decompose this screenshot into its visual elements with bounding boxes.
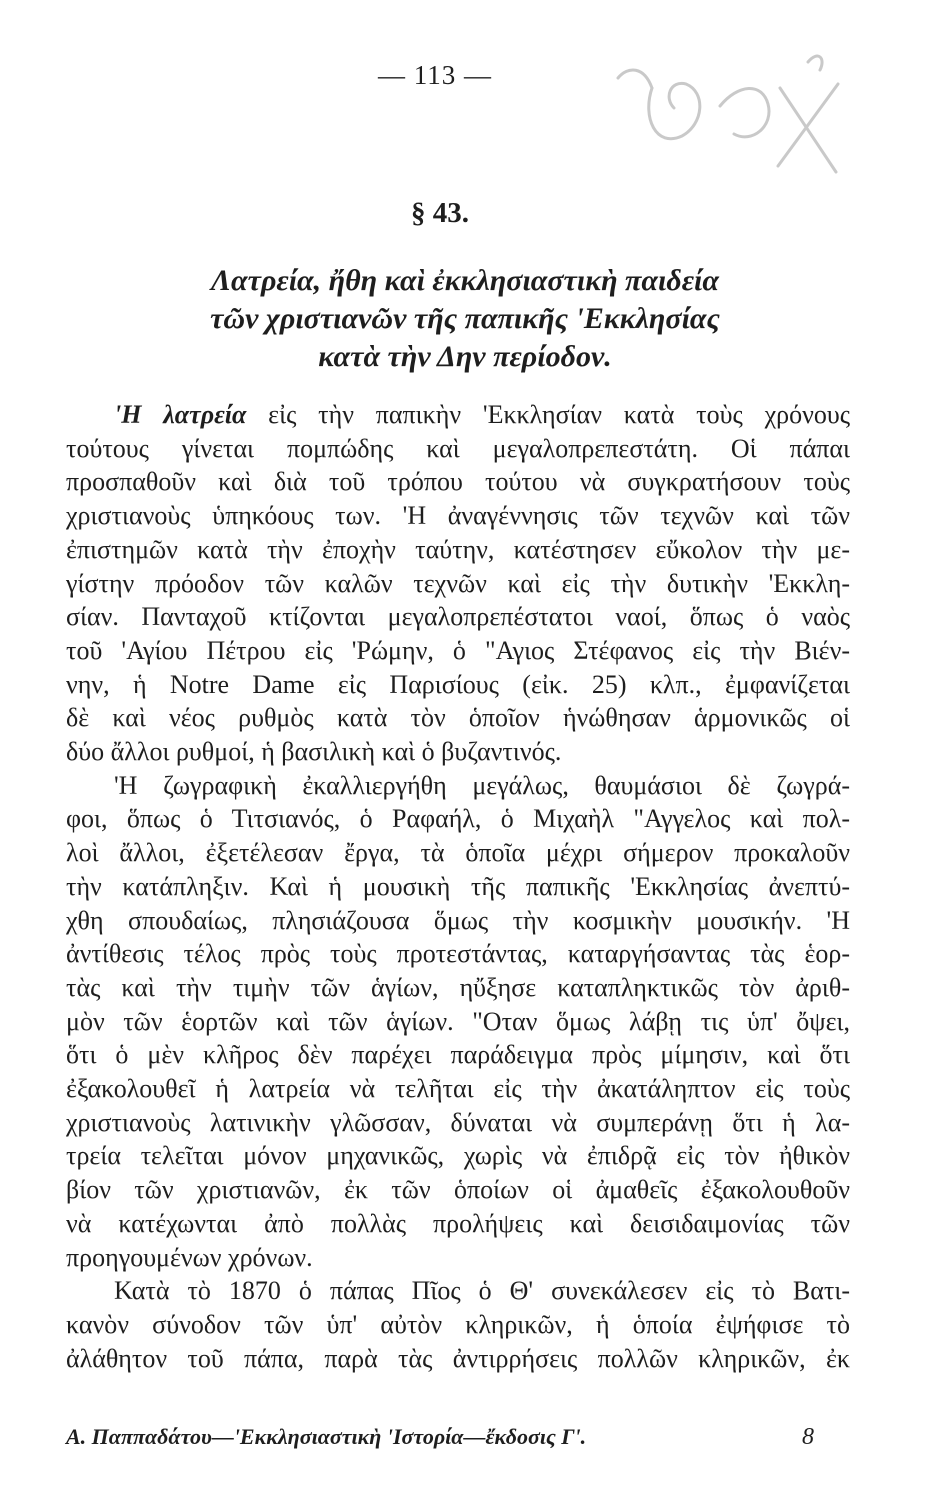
text-line: ὅτι ὁ μὲν κλῆρος δὲν παρέχει παράδειγμα πρὸς μίμησιν, καὶ ὅτι	[66, 1040, 850, 1070]
footer	[66, 1424, 850, 1450]
text-line: γίστην πρόοδον τῶν καλῶν τεχνῶν καὶ εἰς τὴν δυτικὴν 'Εκκλη-	[66, 568, 850, 598]
section-number: § 43.	[411, 197, 469, 229]
section-title	[70, 262, 860, 376]
text-line: ἀντίθεσις τέλος πρὸς τοὺς προτεστάντας, καταργήσαντας τὰς ἑορ-	[66, 939, 850, 969]
text-line: ἐξακολουθεῖ ἡ λατρεία νὰ τελῆται εἰς τὴν ἀκατάληπτον εἰς τοὺς	[66, 1074, 850, 1104]
text-line: δύο ἄλλοι ρυθμοί, ἡ βασιλικὴ καὶ ὁ βυζαντινός.	[66, 737, 562, 767]
text-line: νην, ἡ Notre Dame εἰς Παρισίους (εἰκ. 25) κλπ., ἐμφανίζεται	[66, 669, 850, 699]
text-line	[66, 398, 850, 432]
text-line: τούτους γίνεται πομπώδης καὶ μεγαλοπρεπεστάτη. Οἱ πάπαι	[66, 433, 850, 463]
text-line: μὸν τῶν ἑορτῶν καὶ τῶν ἁγίων. "Οταν ὅμως λάβῃ τις ὑπ' ὄψει,	[66, 1006, 850, 1036]
text-line: βίον τῶν χριστιανῶν, ἐκ τῶν ὁποίων οἱ ἀμαθεῖς ἐξακολουθοῦν	[66, 1175, 850, 1205]
text-line: προηγουμένων χρόνων.	[66, 1242, 313, 1272]
text-line: τοῦ 'Αγίου Πέτρου εἰς 'Ρώμην, ὁ "Αγιος Στέφανος εἰς τὴν Βιέν-	[66, 635, 850, 665]
text-line-content: Κατὰ τὸ 1870 ὁ πάπας Πῖος ὁ Θ' συνεκάλεσεν εἰς τὸ Βατι-	[114, 1276, 850, 1306]
text-line: νὰ κατέχωνται ἀπὸ πολλὰς προλήψεις καὶ δεισιδαιμονίας τῶν	[66, 1208, 850, 1238]
text-line: τὴν κατάπληξιν. Καὶ ἡ μουσικὴ τῆς παπικῆς 'Εκκλησίας ἀνεπτύ-	[66, 871, 850, 901]
lead-term: 'Η λατρεία	[114, 400, 247, 429]
handwritten-annotation-icon	[612, 44, 852, 194]
text-line: τὰς καὶ τὴν τιμὴν τῶν ἁγίων, ηὔξησε καταπληκτικῶς τὸν ἀριθ-	[66, 972, 850, 1002]
section-title-line: κατὰ τὴν Δην περίοδον.	[318, 340, 612, 373]
footer-citation: Α. Παππαδάτου—'Εκκλησιαστικὴ 'Ιστορία—ἔκδοσις Γ'.	[66, 1424, 587, 1449]
text-line: λοὶ ἄλλοι, ἐξετέλεσαν ἔργα, τὰ ὁποῖα μέχρι σήμερον προκαλοῦν	[66, 838, 850, 868]
page-number: — 113 —	[378, 60, 492, 90]
text-line: δὲ καὶ νέος ρυθμὸς κατὰ τὸν ὁποῖον ἡνώθησαν ἁρμονικῶς οἱ	[66, 703, 850, 733]
signature-mark: 8	[802, 1424, 814, 1450]
text-line: χθη σπουδαίως, πλησιάζουσα ὅμως τὴν κοσμικὴν μουσικήν. 'Η	[66, 905, 850, 935]
text-line: ἐπιστημῶν κατὰ τὴν ἐποχὴν ταύτην, κατέστησεν εὔκολον τὴν με-	[66, 534, 850, 564]
text-line: χριστιανοὺς λατινικὴν γλῶσσαν, δύναται νὰ συμπεράνῃ ὅτι ἡ λα-	[66, 1107, 850, 1137]
text-line	[66, 769, 850, 803]
text-line: προσπαθοῦν καὶ διὰ τοῦ τρόπου τούτου νὰ συγκρατήσουν τοὺς	[66, 467, 850, 497]
text-line	[66, 1274, 850, 1308]
section-title-line: τῶν χριστιανῶν τῆς παπικῆς 'Εκκλησίας	[210, 302, 720, 335]
text-line-content: 'Η ζωγραφικὴ ἐκαλλιεργήθη μεγάλως, θαυμάσιοι δὲ ζωγρά-	[114, 770, 850, 800]
text-line: κανὸν σύνοδον τῶν ὑπ' αὐτὸν κληρικῶν, ἡ ὁποία ἐψήφισε τὸ	[66, 1309, 850, 1339]
text-line: ἀλάθητον τοῦ πάπα, παρὰ τὰς ἀντιρρήσεις πολλῶν κληρικῶν, ἐκ	[66, 1343, 850, 1373]
text-line: τρεία τελεῖται μόνον μηχανικῶς, χωρὶς νὰ ἐπιδρᾷ εἰς τὸν ἠθικὸν	[66, 1141, 850, 1171]
body-text	[66, 398, 850, 1375]
text-line: φοι, ὅπως ὁ Τιτσιανός, ὁ Ραφαήλ, ὁ Μιχαὴλ "Αγγελος καὶ πολ-	[66, 804, 850, 834]
text-line: σίαν. Πανταχοῦ κτίζονται μεγαλοπρεπέστατοι ναοί, ὅπως ὁ ναὸς	[66, 602, 850, 632]
text-line: χριστιανοὺς ὑπηκόους των. 'Η ἀναγέννησις τῶν τεχνῶν καὶ τῶν	[66, 501, 850, 531]
section-title-line: Λατρεία, ἤθη καὶ ἐκκλησιαστικὴ παιδεία	[211, 264, 719, 297]
text-line-content: εἰς τὴν παπικὴν 'Εκκλησίαν κατὰ τοὺς χρόνους	[268, 400, 851, 429]
